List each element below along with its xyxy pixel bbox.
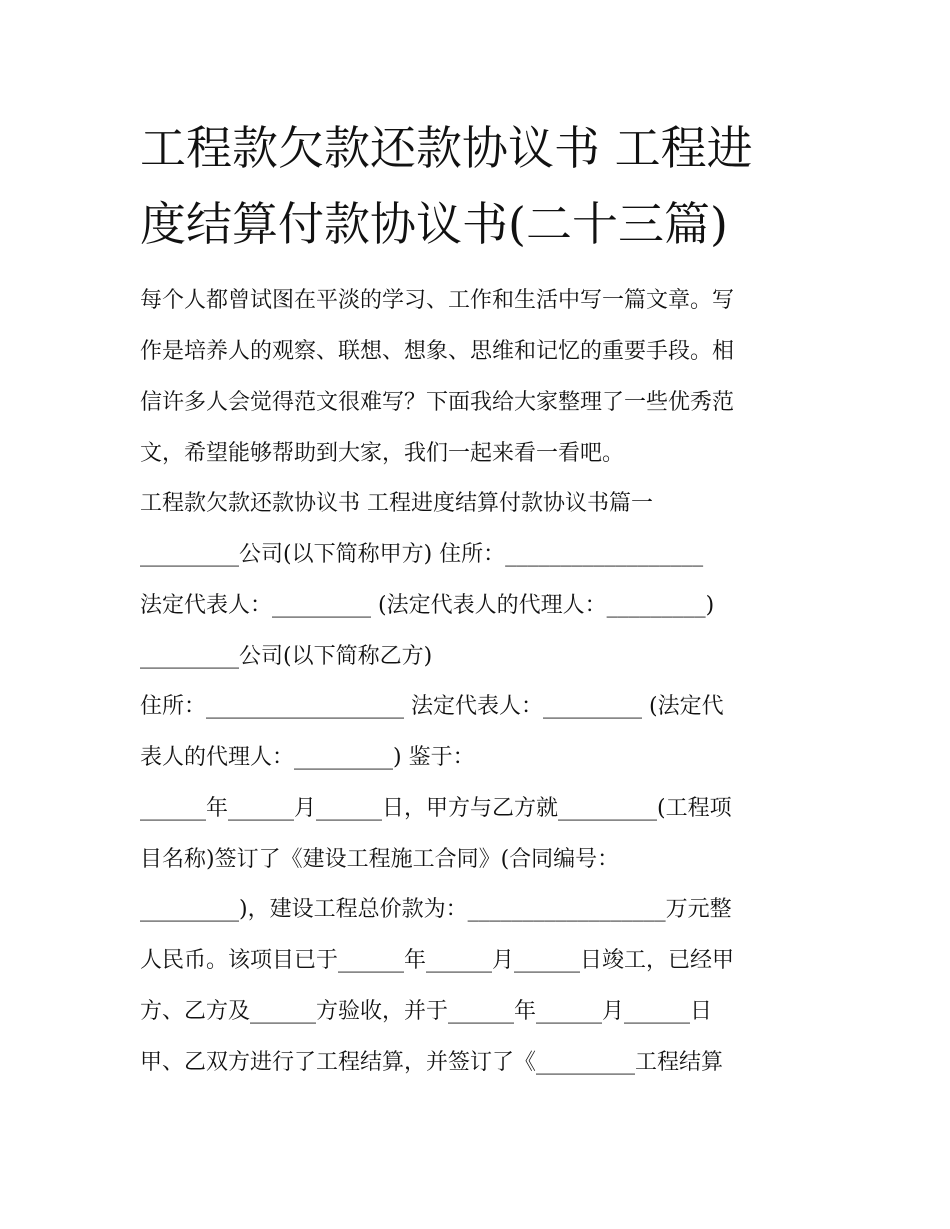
document-title-line-1: 工程款欠款还款协议书 工程进 [140,121,753,175]
intro-line-4: 文，希望能够帮助到大家，我们一起来看一看吧。 [140,441,625,466]
intro-line-3: 信许多人会觉得范文很难写？下面我给大家整理了一些优秀范 [140,390,735,415]
section-heading: 工程款欠款还款协议书 工程进度结算付款协议书篇一 [140,491,653,516]
body-line-settlement: 甲、乙双方进行了工程结算，并签订了《_________工程结算 [140,1050,724,1075]
intro-line-1: 每个人都曾试图在平淡的学习、工作和生活中写一篇文章。写 [140,288,735,313]
document-title-line-2: 度结算付款协议书(二十三篇) [140,197,728,251]
body-line-address: 住所：__________________ 法定代表人：_________ (法定代 [140,694,724,719]
body-line-total-price: _________)，建设工程总价款为：__________________万元整 [140,897,732,922]
body-line-completion: 人民币。该项目已于______年______月______日竣工，已经甲 [140,948,735,973]
body-line-contract: 目名称)签订了《建设工程施工合同》(合同编号： [140,847,620,872]
body-line-acceptance: 方、乙方及______方验收，并于______年______月______日 [140,999,713,1024]
body-line-date: ______年______月______日，甲方与乙方就_________(工程项 [140,796,732,821]
body-line-agent: 表人的代理人：_________) 鉴于： [140,745,475,770]
body-line-party-b: _________公司(以下简称乙方) [140,644,433,669]
body-line-party-a: _________公司(以下简称甲方) 住所：__________________ [140,542,704,567]
body-line-representative: 法定代表人：_________ (法定代表人的代理人：_________) [140,593,715,618]
intro-line-2: 作是培养人的观察、联想、想象、思维和记忆的重要手段。相 [140,339,735,364]
